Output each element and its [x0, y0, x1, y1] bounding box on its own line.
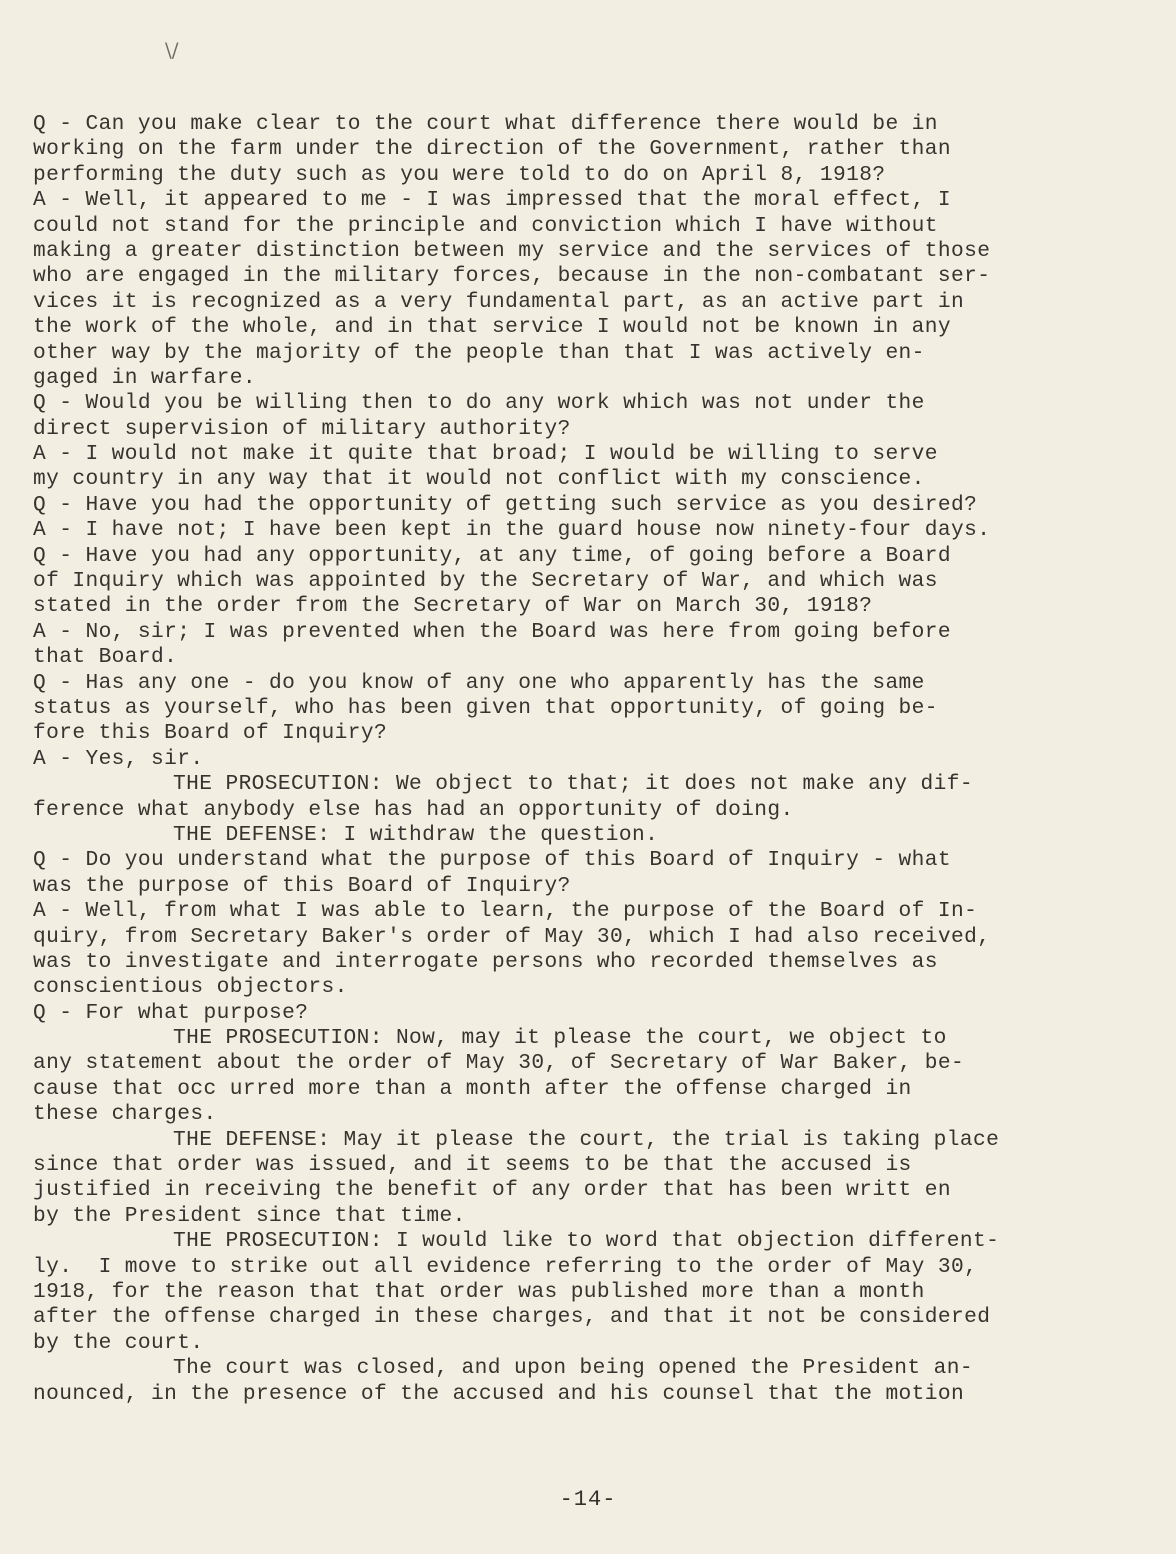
transcript-line: the work of the whole, and in that service I would not be known in any: [33, 315, 952, 340]
transcript-line: Q - Have you had the opportunity of getting such service as you desired?: [33, 492, 978, 517]
transcript-line: could not stand for the principle and conviction which I have without: [33, 213, 938, 238]
transcript-line: A - No, sir; I was prevented when the Board was here from going before: [33, 619, 952, 644]
page-number: -14-: [559, 1487, 617, 1512]
typed-transcript: [33, 112, 1143, 1407]
transcript-line: by the President since that time.: [33, 1203, 466, 1228]
transcript-line: was to investigate and interrogate persons who recorded themselves as: [33, 949, 938, 974]
transcript-line: who are engaged in the military forces, because in the non-combatant ser-: [33, 264, 991, 289]
transcript-line: Q - For what purpose?: [33, 1000, 309, 1025]
transcript-line: ference what anybody else has had an opportunity of doing.: [33, 797, 794, 822]
transcript-line: The court was closed, and upon being opened the President an-: [173, 1356, 973, 1381]
transcript-line: that Board.: [33, 645, 178, 670]
transcript-line: THE PROSECUTION: Now, may it please the court, we object to: [173, 1026, 947, 1051]
transcript-line: A - Well, it appeared to me - I was impressed that the moral effect, I: [33, 188, 952, 213]
transcript-line: THE PROSECUTION: I would like to word that objection different-: [173, 1229, 1000, 1254]
transcript-line: THE PROSECUTION: We object to that; it does not make any dif-: [173, 772, 973, 797]
transcript-line: ly. I move to strike out all evidence referring to the order of May 30,: [33, 1254, 978, 1279]
transcript-line: fore this Board of Inquiry?: [33, 721, 388, 746]
transcript-line: quiry, from Secretary Baker's order of May 30, which I had also received,: [33, 924, 991, 949]
transcript-line: Q - Has any one - do you know of any one who apparently has the same: [33, 670, 925, 695]
transcript-line: vices it is recognized as a very fundamental part, as an active part in: [33, 289, 965, 314]
corner-pencil-mark: \/: [165, 38, 179, 62]
transcript-line: status as yourself, who has been given that opportunity, of going be-: [33, 695, 938, 720]
transcript-line: by the court.: [33, 1330, 204, 1355]
transcript-line: stated in the order from the Secretary of War on March 30, 1918?: [33, 594, 873, 619]
transcript-line: was the purpose of this Board of Inquiry?: [33, 873, 571, 898]
transcript-line: of Inquiry which was appointed by the Secretary of War, and which was: [33, 569, 938, 594]
transcript-line: cause that occ urred more than a month after the offense charged in: [33, 1076, 912, 1101]
transcript-line: Q - Have you had any opportunity, at any time, of going before a Board: [33, 543, 952, 568]
transcript-line: A - I have not; I have been kept in the guard house now ninety-four days.: [33, 518, 991, 543]
transcript-line: performing the duty such as you were told to do on April 8, 1918?: [33, 162, 886, 187]
transcript-line: A - Well, from what I was able to learn, the purpose of the Board of In-: [33, 899, 978, 924]
transcript-line: these charges.: [33, 1102, 217, 1127]
transcript-line: A - Yes, sir.: [33, 746, 204, 771]
transcript-line: justified in receiving the benefit of any order that has been writt en: [33, 1178, 952, 1203]
transcript-line: other way by the majority of the people than that I was actively en-: [33, 340, 925, 365]
transcript-line: gaged in warfare.: [33, 365, 256, 390]
transcript-line: any statement about the order of May 30, of Secretary of War Baker, be-: [33, 1051, 965, 1076]
transcript-line: working on the farm under the direction of the Government, rather than: [33, 137, 952, 162]
transcript-line: THE DEFENSE: May it please the court, the trial is taking place: [173, 1127, 1000, 1152]
transcript-line: A - I would not make it quite that broad; I would be willing to serve: [33, 442, 938, 467]
transcript-line: nounced, in the presence of the accused and his counsel that the motion: [33, 1381, 965, 1406]
transcript-line: after the offense charged in these charges, and that it not be considered: [33, 1305, 991, 1330]
transcript-line: direct supervision of military authority?: [33, 416, 571, 441]
transcript-line: 1918, for the reason that that order was published more than a month: [33, 1279, 925, 1304]
transcript-line: my country in any way that it would not conflict with my conscience.: [33, 467, 925, 492]
transcript-line: THE DEFENSE: I withdraw the question.: [173, 822, 659, 847]
transcript-line: since that order was issued, and it seems to be that the accused is: [33, 1153, 912, 1178]
transcript-line: conscientious objectors.: [33, 975, 348, 1000]
transcript-line: Q - Would you be willing then to do any work which was not under the: [33, 391, 925, 416]
transcript-line: Q - Do you understand what the purpose of this Board of Inquiry - what: [33, 848, 952, 873]
transcript-line: making a greater distinction between my service and the services of those: [33, 238, 991, 263]
transcript-line: Q - Can you make clear to the court what difference there would be in: [33, 112, 938, 136]
